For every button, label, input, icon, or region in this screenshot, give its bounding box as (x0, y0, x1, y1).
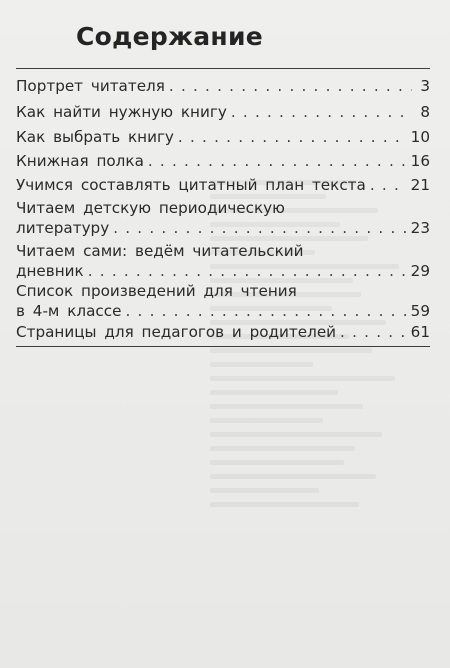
toc-entry[interactable] (16, 102, 430, 122)
toc-entry-title: Портрет читателя (16, 77, 165, 95)
toc-entry-title-line1: Читаем детскую периодическую (16, 199, 285, 217)
leader-dots (370, 175, 407, 195)
toc-entry-title-line2: дневник (16, 262, 84, 280)
leader-dots (125, 301, 406, 321)
leader-dots (169, 76, 412, 96)
toc-entry-page: 23 (410, 219, 430, 237)
toc-entry-title-line1: Список произведений для чтения (16, 282, 297, 300)
leader-dots (178, 127, 407, 147)
toc-entry-page: 59 (410, 302, 430, 320)
leader-dots (113, 218, 406, 238)
leader-dots (88, 261, 407, 281)
toc-entry[interactable] (16, 76, 430, 96)
toc-entry-page: 29 (410, 262, 430, 280)
toc-entry[interactable] (16, 127, 430, 147)
toc-entry-title: Учимся составлять цитатный план текста (16, 176, 366, 194)
toc-entry[interactable] (16, 151, 430, 171)
toc-entry-title: Книжная полка (16, 152, 144, 170)
toc-entry-title: Как найти нужную книгу (16, 103, 227, 121)
toc-entry-title: Страницы для педагогов и родителей (16, 323, 337, 341)
leader-dots (231, 102, 412, 122)
toc-entry-title-line1: Читаем сами: ведём читательский (16, 242, 304, 260)
toc-entry[interactable] (16, 281, 430, 321)
leader-dots (148, 151, 407, 171)
toc-entry-page: 10 (410, 128, 430, 146)
page-title: Содержание (76, 22, 264, 51)
toc-entry-title-line2: в 4-м классе (16, 302, 122, 320)
leader-dots (340, 322, 407, 342)
divider-bottom (16, 346, 430, 347)
toc-entry[interactable] (16, 175, 430, 195)
toc-entry-page: 16 (410, 152, 430, 170)
toc-entry-title-line2: литературу (16, 219, 110, 237)
toc-entry[interactable] (16, 198, 430, 238)
toc-entry-page: 3 (420, 77, 430, 95)
toc-entry[interactable] (16, 241, 430, 281)
toc-entry-page: 8 (420, 103, 430, 121)
toc-entry[interactable] (16, 322, 430, 342)
toc-entry-page: 21 (410, 176, 430, 194)
toc-entry-page: 61 (410, 323, 430, 341)
toc-entry-title: Как выбрать книгу (16, 128, 174, 146)
